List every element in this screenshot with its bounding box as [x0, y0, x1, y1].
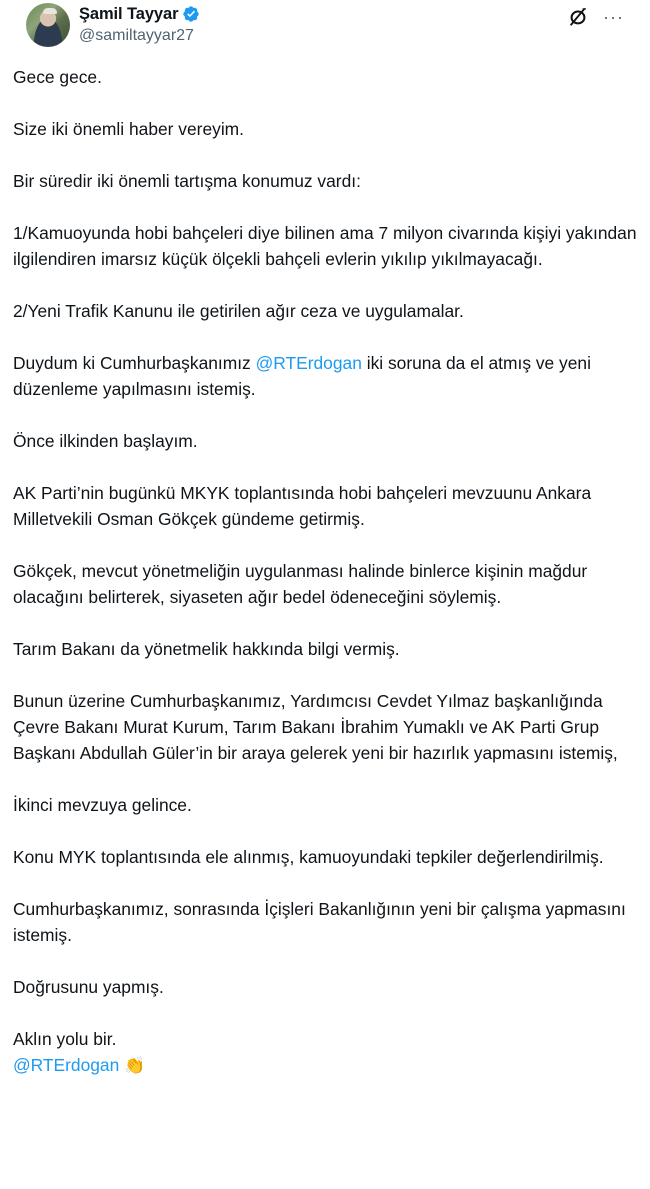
more-options-icon[interactable]: ··· [603, 7, 624, 27]
tweet-text [13, 64, 642, 1079]
paragraph: Size iki önemli haber vereyim. [13, 119, 244, 139]
paragraph: Konu MYK toplantısında ele alınmış, kamuoyundaki tepkiler değerlendirilmiş. [13, 847, 604, 867]
mention-link[interactable]: @RTErdogan [13, 1055, 120, 1075]
paragraph-with-mention [13, 350, 637, 402]
verified-badge-icon[interactable] [182, 5, 200, 23]
paragraph: Bir süredir iki önemli tartışma konumuz vardı: [13, 171, 361, 191]
tweet-actions [567, 6, 623, 28]
paragraph: Aklın yolu bir. [13, 1029, 117, 1049]
paragraph: Gökçek, mevcut yönetmeliğin uygulanması halinde binlerce kişinin mağdur olacağını belirterek, siyaseten ağır bedel ödeneceğini söylemiş. [13, 561, 593, 607]
avatar[interactable] [26, 3, 70, 47]
paragraph: Tarım Bakanı da yönetmelik hakkında bilgi vermiş. [13, 639, 400, 659]
paragraph: İkinci mevzuya gelince. [13, 795, 192, 815]
clapping-hands-icon: 👏 [124, 1056, 146, 1075]
paragraph: AK Parti’nin bugünkü MKYK toplantısında hobi bahçeleri mevzuunu Ankara Milletvekili Osman Gökçek gündeme getirmiş. [13, 483, 596, 529]
closing-block [13, 1026, 637, 1079]
paragraph: Bunun üzerine Cumhurbaşkanımız, Yardımcısı Cevdet Yılmaz başkanlığında Çevre Bakanı Murat Kurum, Tarım Bakanı İbrahim Yumaklı ve AK Parti Grup Başkanı Abdullah Güler’in bir araya gelerek yeni bir hazırlık yapmasını istemiş, [13, 691, 618, 763]
author-display-name[interactable]: Şamil Tayyar [79, 4, 179, 23]
author-info [79, 2, 200, 45]
tweet-header [13, 0, 637, 58]
closing-line [13, 1052, 637, 1079]
author-handle[interactable]: @samiltayyar27 [79, 27, 194, 44]
mention-link[interactable]: @RTErdogan [255, 353, 362, 373]
paragraph: 1/Kamuoyunda hobi bahçeleri diye bilinen ama 7 milyon civarında kişiyi yakından ilgilendiren imarsız küçük ölçekli bahçeli evlerin yıkılıp yıkılmayacağı. [13, 223, 642, 269]
paragraph: Önce ilkinden başlayım. [13, 431, 198, 451]
paragraph: Doğrusunu yapmış. [13, 977, 164, 997]
paragraph: Cumhurbaşkanımız, sonrasında İçişleri Bakanlığının yeni bir çalışma yapmasını istemiş. [13, 899, 631, 945]
paragraph: 2/Yeni Trafik Kanunu ile getirilen ağır ceza ve uygulamalar. [13, 301, 464, 321]
grok-icon[interactable] [567, 6, 589, 28]
paragraph-text: iki soruna da el atmış ve yeni düzenleme yapılmasını istemiş. [13, 353, 596, 399]
paragraph-text: Duydum ki Cumhurbaşkanımız [13, 353, 256, 373]
paragraph: Gece gece. [13, 67, 102, 87]
